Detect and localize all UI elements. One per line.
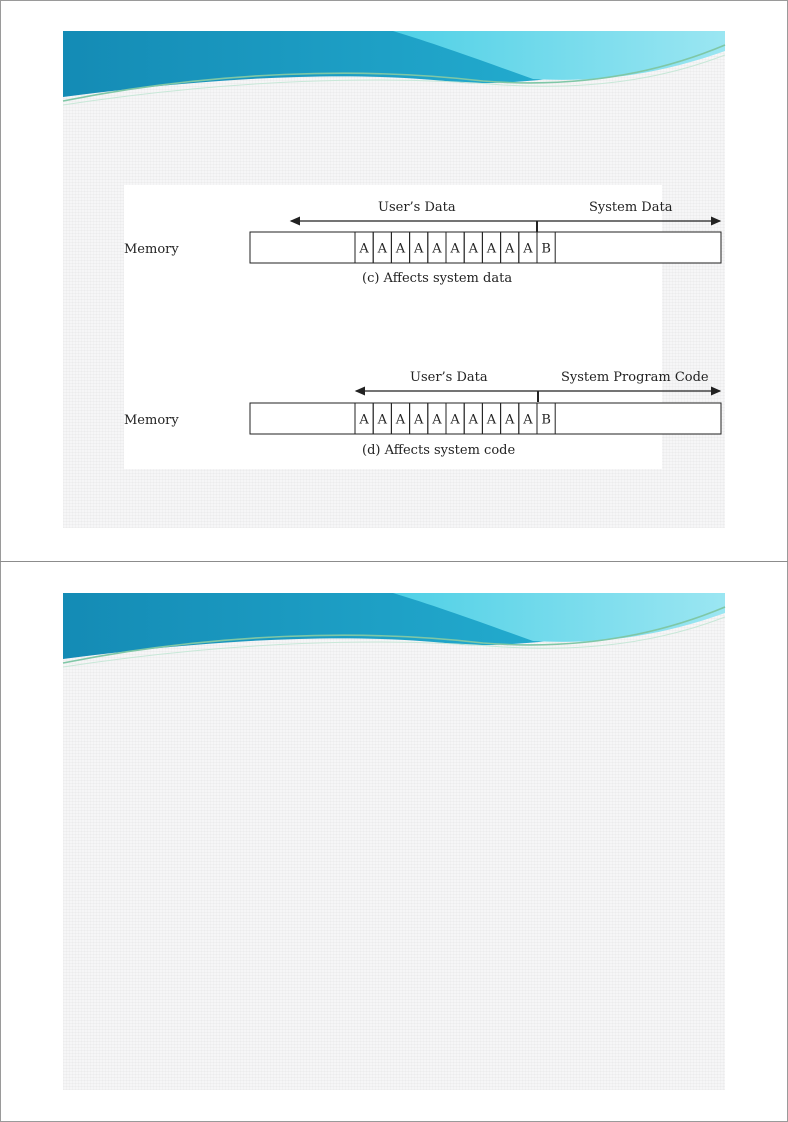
memory-cell-label: A xyxy=(414,412,424,428)
memory-cell-label: A xyxy=(468,241,478,257)
memory-cell-label: A xyxy=(450,412,460,428)
memory-cell-label: A xyxy=(486,412,497,428)
memory-cell-label: B xyxy=(541,241,551,257)
memory-cell-label: B xyxy=(541,412,551,428)
memory-cell-label: A xyxy=(359,241,369,257)
wave-header-graphic xyxy=(63,593,725,673)
diagram-panel xyxy=(124,185,709,469)
memory-cell-label: A xyxy=(486,241,497,257)
memory-cell-label: A xyxy=(377,412,387,428)
slide-2 xyxy=(63,593,725,1090)
memory-bar xyxy=(250,403,721,434)
caption-c: (c) Affects system data xyxy=(362,271,513,286)
caption-d: (d) Affects system code xyxy=(362,443,516,458)
memory-label: Memory xyxy=(124,242,179,257)
memory-cell-label: A xyxy=(395,241,406,257)
memory-cell-label: A xyxy=(450,241,460,257)
slide-divider xyxy=(0,561,788,562)
memory-diagrams xyxy=(124,185,709,469)
memory-cell-label: A xyxy=(359,412,369,428)
users-data-label: User’s Data xyxy=(378,200,456,215)
memory-cell-label: A xyxy=(432,412,442,428)
diagram-c xyxy=(124,200,721,286)
memory-cell-label: A xyxy=(505,241,515,257)
memory-cell-label: A xyxy=(432,241,442,257)
memory-cell-label: A xyxy=(468,412,478,428)
wave-header-graphic xyxy=(63,31,725,111)
memory-cell-label: A xyxy=(377,241,387,257)
system-data-label: System Data xyxy=(589,200,673,215)
memory-cell-label: A xyxy=(395,412,406,428)
diagram-d xyxy=(124,370,721,458)
system-program-code-label: System Program Code xyxy=(561,370,709,385)
memory-label: Memory xyxy=(124,413,179,428)
memory-cell-label: A xyxy=(414,241,424,257)
memory-cell-label: A xyxy=(523,412,533,428)
memory-cell-label: A xyxy=(505,412,515,428)
users-data-label: User’s Data xyxy=(410,370,488,385)
memory-cell-label: A xyxy=(523,241,533,257)
memory-bar xyxy=(250,232,721,263)
slide-1 xyxy=(63,31,725,528)
